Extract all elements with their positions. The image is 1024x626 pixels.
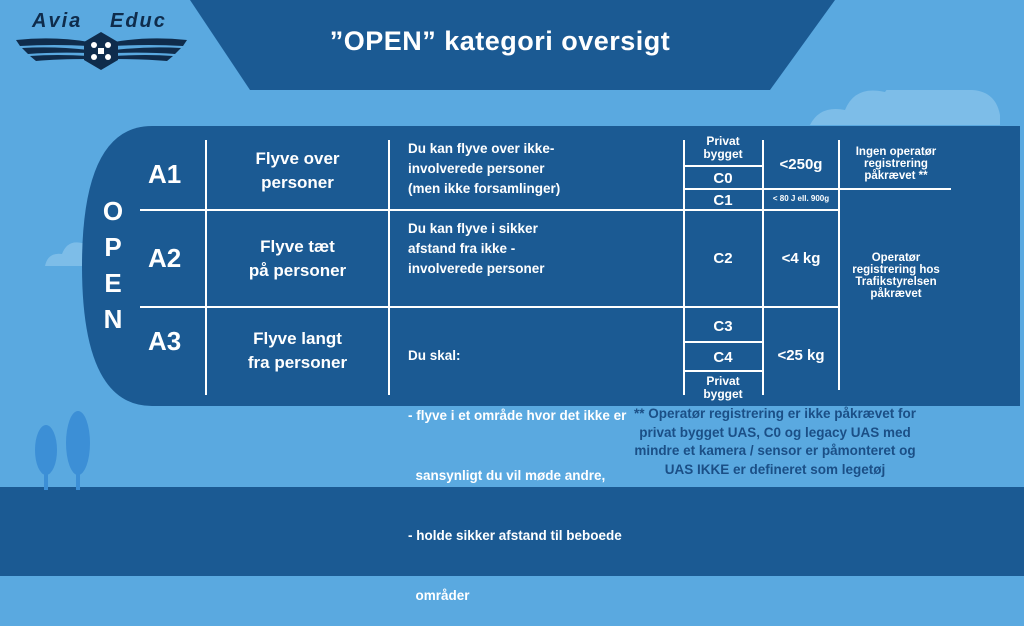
class-label-line: bygget	[703, 147, 743, 161]
description-line: - holde sikker afstand til beboede	[408, 528, 622, 543]
description-line: involverede personer	[408, 161, 545, 176]
class-label-line: Privat	[706, 374, 740, 388]
registration-line: Trafikstyrelsen	[855, 276, 937, 288]
category-name-line: personer	[261, 173, 334, 192]
footnote-line: privat bygget UAS, C0 og legacy UAS med	[639, 424, 911, 440]
divider-line	[140, 209, 840, 211]
category-code: A3	[148, 326, 182, 356]
logo-word-right: Educ	[110, 10, 167, 32]
class-label-line: Privat	[706, 134, 740, 148]
footnote-line: ** Operatør registrering er ikke påkrævet for	[633, 406, 917, 421]
category-description	[408, 219, 678, 279]
category-name	[215, 147, 380, 195]
open-letter: N	[103, 304, 123, 334]
category-code: A1	[148, 159, 182, 189]
divider-line	[683, 370, 762, 372]
divider-line	[683, 341, 762, 343]
registration-line: registrering hos	[852, 264, 940, 276]
logo-word-left: Avia	[32, 10, 83, 32]
divider-line	[683, 188, 951, 190]
footnote-line: mindre et kamera / sensor er påmonteret og	[634, 443, 916, 458]
description-line: Du kan flyve i sikker	[408, 221, 538, 236]
registration-line: Ingen operatør	[855, 146, 937, 158]
mass-limit-a1: <250g	[779, 156, 823, 173]
divider-line	[683, 306, 838, 308]
description-line: (men ikke forsamlinger)	[408, 181, 561, 196]
class-privat-top	[685, 135, 761, 161]
page-title: ”OPEN” kategori oversigt	[329, 26, 671, 56]
mass-c1-note: < 80 J ell. 900g	[772, 194, 830, 203]
description-line: sansynligt du vil møde andre,	[408, 468, 606, 483]
open-letter: O	[102, 196, 124, 226]
class-label-line: bygget	[703, 387, 743, 401]
divider-line	[838, 140, 840, 390]
open-letter: P	[104, 232, 122, 262]
description-line: Du skal:	[408, 348, 461, 363]
class-c0: C0	[713, 170, 733, 187]
registration-line: påkrævet **	[864, 170, 928, 182]
category-name-line: Flyve tæt	[260, 237, 335, 256]
category-description	[408, 139, 678, 199]
category-name-line: Flyve langt	[253, 329, 342, 348]
category-name	[215, 235, 380, 283]
registration-line: påkrævet	[870, 288, 922, 300]
registration-not-required	[842, 146, 950, 182]
open-letter: E	[104, 268, 122, 298]
description-line: Du kan flyve over ikke-	[408, 141, 555, 156]
registration-required	[842, 252, 950, 300]
class-c4: C4	[713, 349, 733, 366]
mass-limit-a2: <4 kg	[781, 250, 821, 267]
category-name	[215, 327, 380, 375]
category-name-line: Flyve over	[255, 149, 340, 168]
class-c3: C3	[713, 318, 733, 335]
tree-icon	[34, 405, 104, 490]
class-c1: C1	[713, 192, 733, 209]
registration-line: Operatør	[871, 252, 921, 264]
footnote	[605, 405, 945, 479]
category-name-line: på personer	[248, 261, 347, 280]
logo	[14, 10, 189, 70]
divider-line	[683, 165, 762, 167]
description-line: områder	[408, 588, 470, 603]
description-line: afstand fra ikke -	[408, 241, 516, 256]
description-line: - flyve i et område hvor det ikke er	[408, 408, 627, 423]
footnote-line: UAS IKKE er defineret som legetøj	[664, 461, 886, 477]
category-code: A2	[148, 243, 182, 273]
divider-line	[388, 140, 390, 395]
class-privat-bottom	[685, 375, 761, 401]
class-c2: C2	[713, 250, 733, 267]
category-name-line: fra personer	[247, 353, 348, 372]
mass-limit-a3: <25 kg	[777, 347, 825, 364]
registration-line: registrering	[864, 158, 928, 170]
description-line: involverede personer	[408, 261, 545, 276]
divider-line	[205, 140, 207, 395]
